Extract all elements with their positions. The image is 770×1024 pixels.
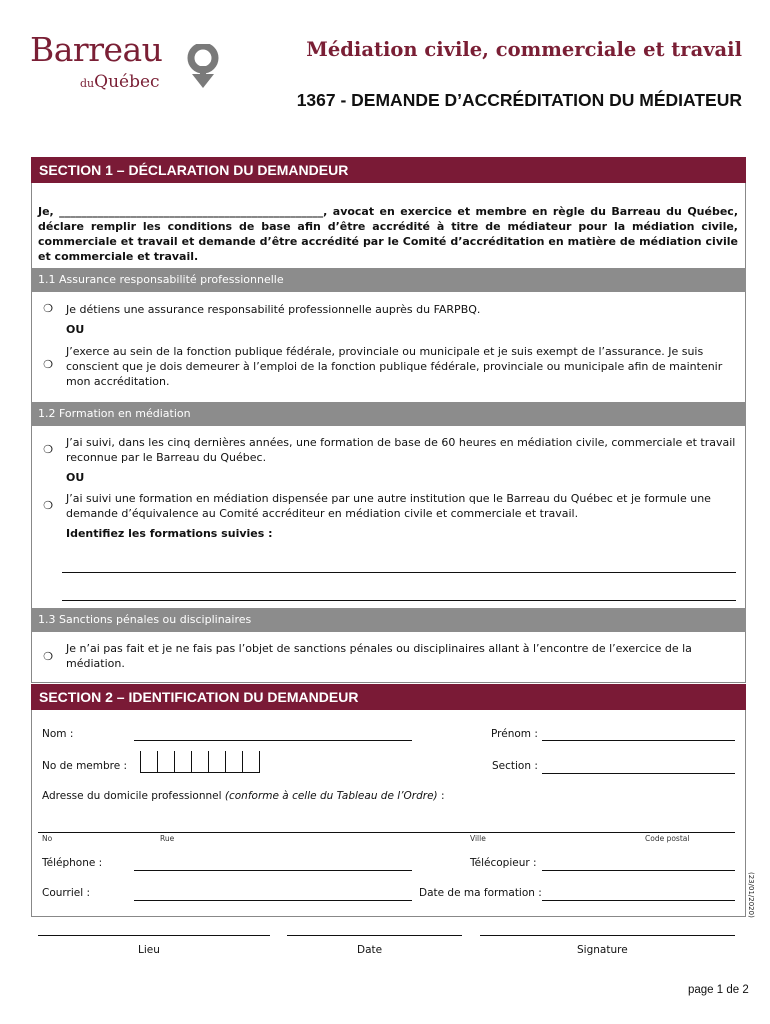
courriel-field[interactable] <box>134 900 412 901</box>
s11-ou: OU <box>66 323 85 336</box>
subsection-1-2-title: 1.2 Formation en médiation <box>31 402 746 426</box>
membre-label: No de membre : <box>42 760 128 772</box>
nom-label: Nom : <box>42 728 74 740</box>
nom-field[interactable] <box>134 740 412 741</box>
radio-circle-icon[interactable]: ❍ <box>43 302 53 315</box>
subsection-1-1-title: 1.1 Assurance responsabilité professionnelle <box>31 268 746 292</box>
section-label: Section : <box>492 760 538 772</box>
declaration-text: Je, ________________________________________________, avocat en exercice et membre en règle du Barreau du Québec, déclare remplir les conditions de base afin d’être accrédité à titre de médiateur pour la médiation civile, commerciale et travail et demande d’être accrédité par le Comité d’accréditation en matière de médiation civile et commerciale et travail. <box>38 205 738 263</box>
formations-line-1[interactable] <box>62 572 736 573</box>
s12-option2: J’ai suivi une formation en médiation dispensée par une autre institution que le Barreau du Québec et je formule une demande d’équivalence au Comité accréditeur en médiation civile et commerciale et travail. <box>66 492 711 520</box>
radio-circle-icon[interactable]: ❍ <box>43 650 53 663</box>
s13-option1: Je n’ai pas fait et je ne fais pas l’objet de sanctions pénales ou disciplinaires allant à l’encontre de l’exercice de la médiation. <box>66 642 692 670</box>
adresse-label: Adresse du domicile professionnel (conforme à celle du Tableau de l’Ordre) : <box>42 790 445 802</box>
date-formation-label: Date de ma formation : <box>419 887 542 899</box>
membre-field[interactable] <box>140 751 260 773</box>
addr-no-label: No <box>42 834 53 843</box>
s12-identify-label: Identifiez les formations suivies : <box>66 527 273 540</box>
date-formation-field[interactable] <box>542 900 735 901</box>
section1-title: SECTION 1 – DÉCLARATION DU DEMANDEUR <box>31 157 746 183</box>
page-heading: Médiation civile, commerciale et travail <box>306 38 742 61</box>
prenom-field[interactable] <box>542 740 735 741</box>
telephone-label: Téléphone : <box>42 857 103 869</box>
radio-circle-icon[interactable]: ❍ <box>43 499 53 512</box>
form-title: 1367 - DEMANDE D’ACCRÉDITATION DU MÉDIATEUR <box>296 90 742 110</box>
addr-ville-label: Ville <box>470 834 486 843</box>
s11-option2: J’exerce au sein de la fonction publique fédérale, provinciale ou municipale et je suis exempt de l’assurance. Je suis conscient que je dois demeurer à l’emploi de la fonction publique fédérale, provinciale ou municipale afin de maintenir mon accréditation. <box>66 345 723 388</box>
signature-label: Signature <box>577 944 628 956</box>
formations-line-2[interactable] <box>62 600 736 601</box>
barreau-logo-icon <box>186 44 220 90</box>
telecopieur-label: Télécopieur : <box>470 857 537 869</box>
s12-option1: J’ai suivi, dans les cinq dernières années, une formation de base de 60 heures en médiation civile, commerciale et travail reconnue par le Barreau du Québec. <box>66 436 736 464</box>
brand-name: Barreau <box>30 30 163 69</box>
lieu-label: Lieu <box>138 944 160 956</box>
addr-rue-label: Rue <box>160 834 175 843</box>
courriel-label: Courriel : <box>42 887 91 899</box>
prenom-label: Prénom : <box>491 728 538 740</box>
subsection-1-3-title: 1.3 Sanctions pénales ou disciplinaires <box>31 608 746 632</box>
date-label: Date <box>357 944 383 956</box>
lieu-field[interactable] <box>38 935 270 936</box>
section-field[interactable] <box>542 773 735 774</box>
radio-circle-icon[interactable]: ❍ <box>43 443 53 456</box>
signature-field[interactable] <box>480 935 735 936</box>
page-number: page 1 de 2 <box>688 984 749 996</box>
date-field[interactable] <box>287 935 462 936</box>
addr-cp-label: Code postal <box>645 834 690 843</box>
adresse-field[interactable] <box>38 832 735 833</box>
radio-circle-icon[interactable]: ❍ <box>43 358 53 371</box>
s12-ou: OU <box>66 471 85 484</box>
telecopieur-field[interactable] <box>542 870 735 871</box>
version-date: (23/01/2020) <box>747 872 755 918</box>
section2-title: SECTION 2 – IDENTIFICATION DU DEMANDEUR <box>31 684 746 710</box>
brand-sub: duQuébec <box>80 72 160 92</box>
telephone-field[interactable] <box>134 870 412 871</box>
s11-option1: Je détiens une assurance responsabilité professionnelle auprès du FARPBQ. <box>66 303 481 316</box>
